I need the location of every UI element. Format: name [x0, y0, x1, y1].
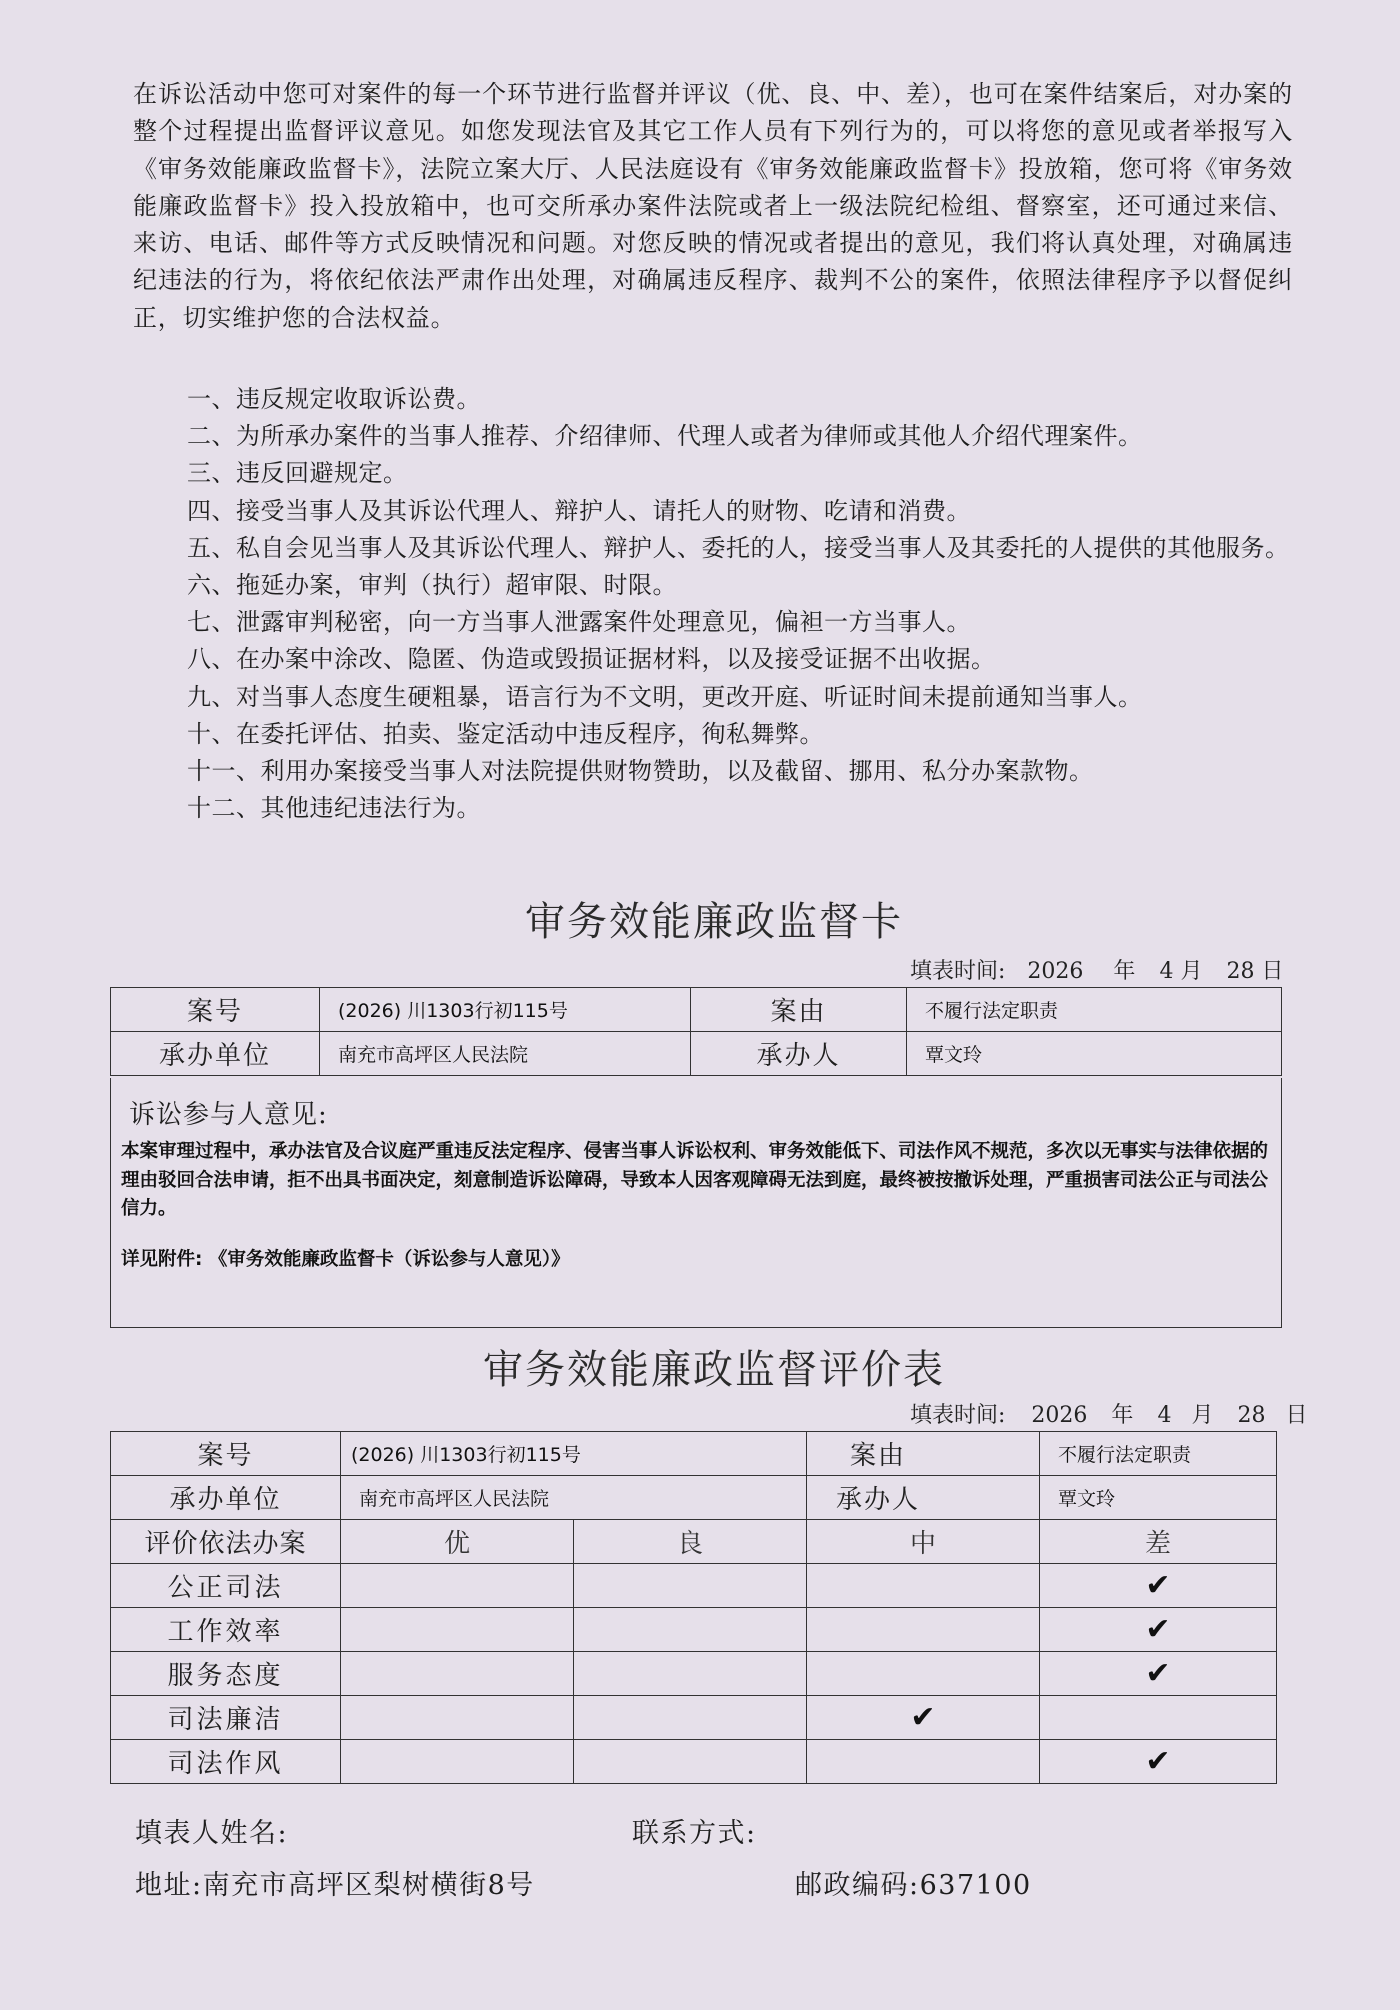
card-fill-date: [910, 954, 1283, 985]
intro-section: [133, 76, 1293, 337]
filler-name-label: 填表人姓名:: [135, 1818, 289, 1849]
card-judge: 覃文玲: [907, 1032, 1282, 1076]
postcode-label: 邮政编码:: [795, 1870, 920, 1901]
card-date-year-unit: 年: [1113, 959, 1136, 984]
violation-item: 十二、其他违纪违法行为。: [187, 794, 481, 823]
rating-cell-excellent: [341, 1608, 574, 1652]
card-case-no: (2026) 川1303行初115号: [320, 988, 691, 1032]
evaluation-date-month: 4: [1157, 1403, 1172, 1428]
evaluation-criterion-label: 服务态度: [111, 1652, 341, 1696]
evaluation-cause-label: 案由: [807, 1432, 1040, 1476]
rating-cell-good: [574, 1564, 807, 1608]
evaluation-criterion-label: 司法作风: [111, 1740, 341, 1784]
violation-item: 二、为所承办案件的当事人推荐、介绍律师、代理人或者为律师或其他人介绍代理案件。: [187, 422, 1143, 451]
evaluation-title: 审务效能廉政监督评价表: [483, 1347, 945, 1393]
rating-cell-good: [574, 1652, 807, 1696]
rating-cell-average: [807, 1564, 1040, 1608]
violation-item: 六、拖延办案，审判（执行）超审限、时限。: [187, 571, 677, 600]
evaluation-date-label: 填表时间:: [910, 1403, 1006, 1428]
rating-header-good: 良: [574, 1520, 807, 1564]
card-case-no-label: 案号: [111, 988, 320, 1032]
address-label: 地址:: [135, 1870, 203, 1901]
rating-cell-good: [574, 1740, 807, 1784]
rating-cell-poor: [1040, 1740, 1277, 1784]
violation-list: [133, 381, 1303, 827]
rating-cell-excellent: [341, 1740, 574, 1784]
evaluation-row: [111, 1564, 1277, 1608]
evaluation-row: [111, 1696, 1277, 1740]
address-line: [135, 1863, 535, 1902]
evaluation-case-no-label: 案号: [111, 1432, 341, 1476]
check-mark-icon: ✔: [1145, 1744, 1171, 1779]
evaluation-criterion-label: 公正司法: [111, 1564, 341, 1608]
card-date-day-unit: 日: [1261, 959, 1284, 984]
card-date-month-unit: 月: [1180, 959, 1203, 984]
evaluation-date-year-unit: 年: [1111, 1403, 1134, 1428]
evaluation-row-court: [111, 1476, 1277, 1520]
rating-cell-average: [807, 1696, 1040, 1740]
check-mark-icon: ✔: [910, 1700, 936, 1735]
intro-paragraph: 在诉讼活动中您可对案件的每一个环节进行监督并评议（优、良、中、差），也可在案件结案后，对办案的整个过程提出监督评议意见。如您发现法官及其它工作人员有下列行为的，可以将您的意见或者举报写入《审务效能廉政监督卡》，法院立案大厅、人民法庭设有《审务效能廉政监督卡》投放箱，您可将《审务效能廉政监督卡》投入投放箱中，也可交所承办案件法院或者上一级法院纪检组、督察室，还可通过来信、来访、电话、邮件等方式反映情况和问题。对您反映的情况或者提出的意见，我们将认真处理，对确属违纪违法的行为，将依纪依法严肃作出处理，对确属违反程序、裁判不公的案件，依照法律程序予以督促纠正，切实维护您的合法权益。: [133, 80, 1293, 332]
card-judge-label: 承办人: [691, 1032, 907, 1076]
rating-cell-average: [807, 1652, 1040, 1696]
rating-cell-good: [574, 1696, 807, 1740]
violation-item: 一、违反规定收取诉讼费。: [187, 385, 481, 413]
evaluation-judge: 覃文玲: [1040, 1476, 1277, 1520]
rating-cell-poor: [1040, 1652, 1277, 1696]
rating-cell-poor: [1040, 1696, 1277, 1740]
card-date-label: 填表时间:: [910, 959, 1006, 984]
evaluation-date-year: 2026: [1031, 1403, 1088, 1428]
evaluation-court-label: 承办单位: [111, 1476, 341, 1520]
card-date-year: 2026: [1027, 959, 1084, 984]
rating-cell-average: [807, 1740, 1040, 1784]
contact-label: 联系方式:: [632, 1818, 757, 1849]
evaluation-date-day: 28: [1237, 1403, 1266, 1428]
evaluation-date-month-unit: 月: [1191, 1403, 1214, 1428]
rating-cell-poor: [1040, 1564, 1277, 1608]
card-title: 审务效能廉政监督卡: [525, 899, 903, 945]
rating-header-excellent: 优: [341, 1520, 574, 1564]
evaluation-fill-date: [910, 1398, 1307, 1429]
rating-header-average: 中: [807, 1520, 1040, 1564]
card-row-case: [111, 988, 1282, 1032]
card-attachment: 详见附件: 《审务效能廉政监督卡（诉讼参与人意见）》: [121, 1249, 570, 1270]
evaluation-rows: [111, 1564, 1277, 1784]
evaluation-judge-label: 承办人: [807, 1476, 1040, 1520]
check-mark-icon: ✔: [1145, 1656, 1171, 1691]
evaluation-date-day-unit: 日: [1285, 1403, 1308, 1428]
postcode-line: [795, 1863, 1032, 1902]
card-date-day: 28: [1226, 959, 1255, 984]
rating-header-poor: 差: [1040, 1520, 1277, 1564]
card-table: [110, 987, 1282, 1076]
evaluation-header-row: [111, 1520, 1277, 1564]
card-court-label: 承办单位: [111, 1032, 320, 1076]
postcode-value: 637100: [919, 1870, 1032, 1901]
card-cause: 不履行法定职责: [907, 988, 1282, 1032]
address-value: 南充市高坪区梨树横街8号: [202, 1870, 535, 1901]
violation-item: 五、私自会见当事人及其诉讼代理人、辩护人、委托的人，接受当事人及其委托的人提供的其他服务。: [187, 533, 1290, 562]
evaluation-cause: 不履行法定职责: [1040, 1432, 1277, 1476]
check-mark-icon: ✔: [1145, 1612, 1171, 1647]
check-mark-icon: ✔: [1145, 1568, 1171, 1603]
evaluation-criterion-label: 工作效率: [111, 1608, 341, 1652]
violation-item: 八、在办案中涂改、隐匿、伪造或毁损证据材料，以及接受证据不出收据。: [187, 645, 996, 674]
evaluation-criterion-label: 司法廉洁: [111, 1696, 341, 1740]
card-row-court: [111, 1032, 1282, 1076]
violation-item: 四、接受当事人及其诉讼代理人、辩护人、请托人的财物、吃请和消费。: [187, 496, 971, 525]
rating-cell-poor: [1040, 1608, 1277, 1652]
evaluation-row: [111, 1740, 1277, 1784]
rating-cell-average: [807, 1608, 1040, 1652]
evaluation-table: [110, 1431, 1277, 1784]
violation-item: 十、在委托评估、拍卖、鉴定活动中违反程序，徇私舞弊。: [187, 719, 824, 748]
card-opinion-text: 本案审理过程中，承办法官及合议庭严重违反法定程序、侵害当事人诉讼权利、审务效能低下、司法作风不规范，多次以无事实与法律依据的理由驳回合法申请，拒不出具书面决定，刻意制造诉讼障碍，导致本人因客观障碍无法到庭，最终被按撤诉处理，严重损害司法公正与司法公信力。: [121, 1141, 1269, 1219]
evaluation-row-case: [111, 1432, 1277, 1476]
rating-cell-excellent: [341, 1564, 574, 1608]
rating-cell-good: [574, 1608, 807, 1652]
violation-item: 三、违反回避规定。: [187, 459, 408, 488]
card-court: 南充市高坪区人民法院: [320, 1032, 691, 1076]
rating-cell-excellent: [341, 1696, 574, 1740]
evaluation-header-label: 评价依法办案: [111, 1520, 341, 1564]
violation-item: 十一、利用办案接受当事人对法院提供财物赞助，以及截留、挪用、私分办案款物。: [187, 757, 1094, 786]
card-opinion-box: [110, 1078, 1282, 1328]
card-date-month: 4: [1159, 959, 1174, 984]
violation-item: 九、对当事人态度生硬粗暴，语言行为不文明，更改开庭、听证时间未提前通知当事人。: [187, 682, 1143, 711]
rating-cell-excellent: [341, 1652, 574, 1696]
evaluation-row: [111, 1608, 1277, 1652]
evaluation-row: [111, 1652, 1277, 1696]
card-cause-label: 案由: [691, 988, 907, 1032]
card-opinion-label: 诉讼参与人意见:: [129, 1100, 328, 1130]
evaluation-court: 南充市高坪区人民法院: [341, 1476, 807, 1520]
evaluation-case-no: (2026) 川1303行初115号: [341, 1432, 807, 1476]
violation-item: 七、泄露审判秘密，向一方当事人泄露案件处理意见，偏袒一方当事人。: [187, 608, 971, 637]
